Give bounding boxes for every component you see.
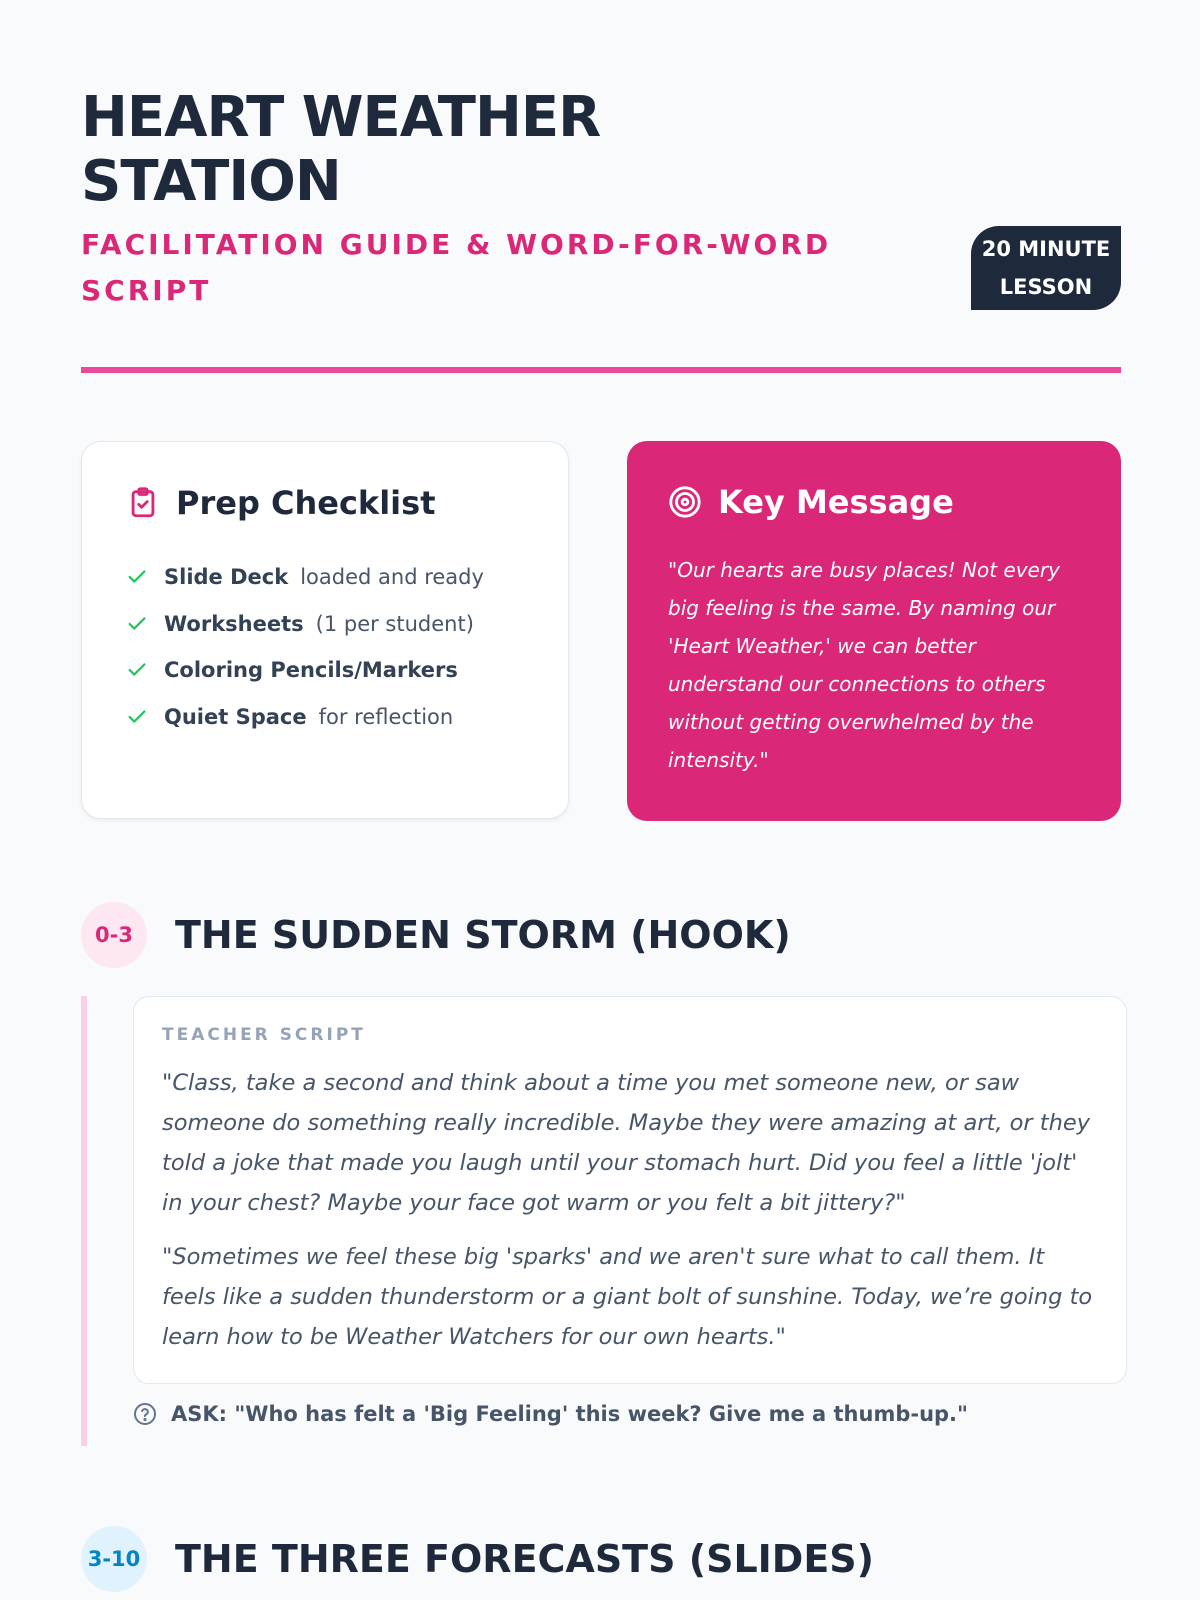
checkmark-icon xyxy=(126,566,148,588)
checklist-item-name: Worksheets xyxy=(164,611,304,636)
list-item xyxy=(126,601,484,648)
key-message-title: Key Message xyxy=(718,483,954,521)
key-message-quote: "Our hearts are busy places! Not every big feeling is the same. By naming our 'Heart Weather,' we can better understand our connections to others without getting overwhelmed by the intensity." xyxy=(668,558,1060,772)
time-range-badge: 0-3 xyxy=(81,902,147,968)
target-icon xyxy=(668,485,702,519)
clipboard-check-icon xyxy=(126,486,160,520)
key-message-card xyxy=(627,441,1121,821)
question-circle-icon xyxy=(133,1402,157,1426)
checklist-item-detail: for reflection xyxy=(318,704,454,729)
checklist-item-name: Coloring Pencils/Markers xyxy=(164,658,458,683)
duration-badge: 20 MINUTE LESSON xyxy=(971,226,1121,310)
prep-checklist xyxy=(126,554,484,740)
script-paragraph: "Sometimes we feel these big 'sparks' and we aren't sure what to call them. It feels like a sudden thunderstorm or a giant bolt of sunshine. Today, we’re going to learn how to be Weather Watchers for our own hearts." xyxy=(162,1244,1093,1350)
checkmark-icon xyxy=(126,706,148,728)
section-header-hook xyxy=(81,902,791,968)
teacher-script-card xyxy=(133,996,1127,1384)
page-subtitle: FACILITATION GUIDE & WORD-FOR-WORD SCRIPT xyxy=(81,228,832,307)
prep-checklist-title: Prep Checklist xyxy=(176,484,436,522)
checkmark-icon xyxy=(126,613,148,635)
list-item xyxy=(126,694,484,741)
page-title: HEART WEATHER STATION xyxy=(81,85,601,214)
checklist-item-detail: loaded and ready xyxy=(300,565,484,590)
header-divider xyxy=(81,367,1121,373)
time-range-badge: 3-10 xyxy=(81,1526,147,1592)
list-item xyxy=(126,554,484,601)
checkmark-icon xyxy=(126,659,148,681)
section-header-forecasts xyxy=(81,1526,874,1592)
script-label: TEACHER SCRIPT xyxy=(162,1025,366,1045)
list-item xyxy=(126,647,484,694)
ask-text: ASK: "Who has felt a 'Big Feeling' this week? Give me a thumb-up." xyxy=(171,1402,968,1426)
checklist-item-detail: (1 per student) xyxy=(315,611,474,636)
ask-prompt xyxy=(133,1402,968,1426)
section-body-hook xyxy=(81,996,1127,1446)
script-paragraph: "Class, take a second and think about a time you met someone new, or saw someone do something really incredible. Maybe they were amazing at art, or they told a joke that made you laugh until your stomach hurt. Did you feel a little 'jolt' in your chest? Maybe your face got warm or you felt a bit jittery?" xyxy=(162,1070,1091,1216)
section-title: THE THREE FORECASTS (SLIDES) xyxy=(175,1537,875,1581)
checklist-item-name: Slide Deck xyxy=(164,565,289,590)
checklist-item-name: Quiet Space xyxy=(164,704,307,729)
section-title: THE SUDDEN STORM (HOOK) xyxy=(175,913,791,957)
prep-checklist-card xyxy=(81,441,569,819)
